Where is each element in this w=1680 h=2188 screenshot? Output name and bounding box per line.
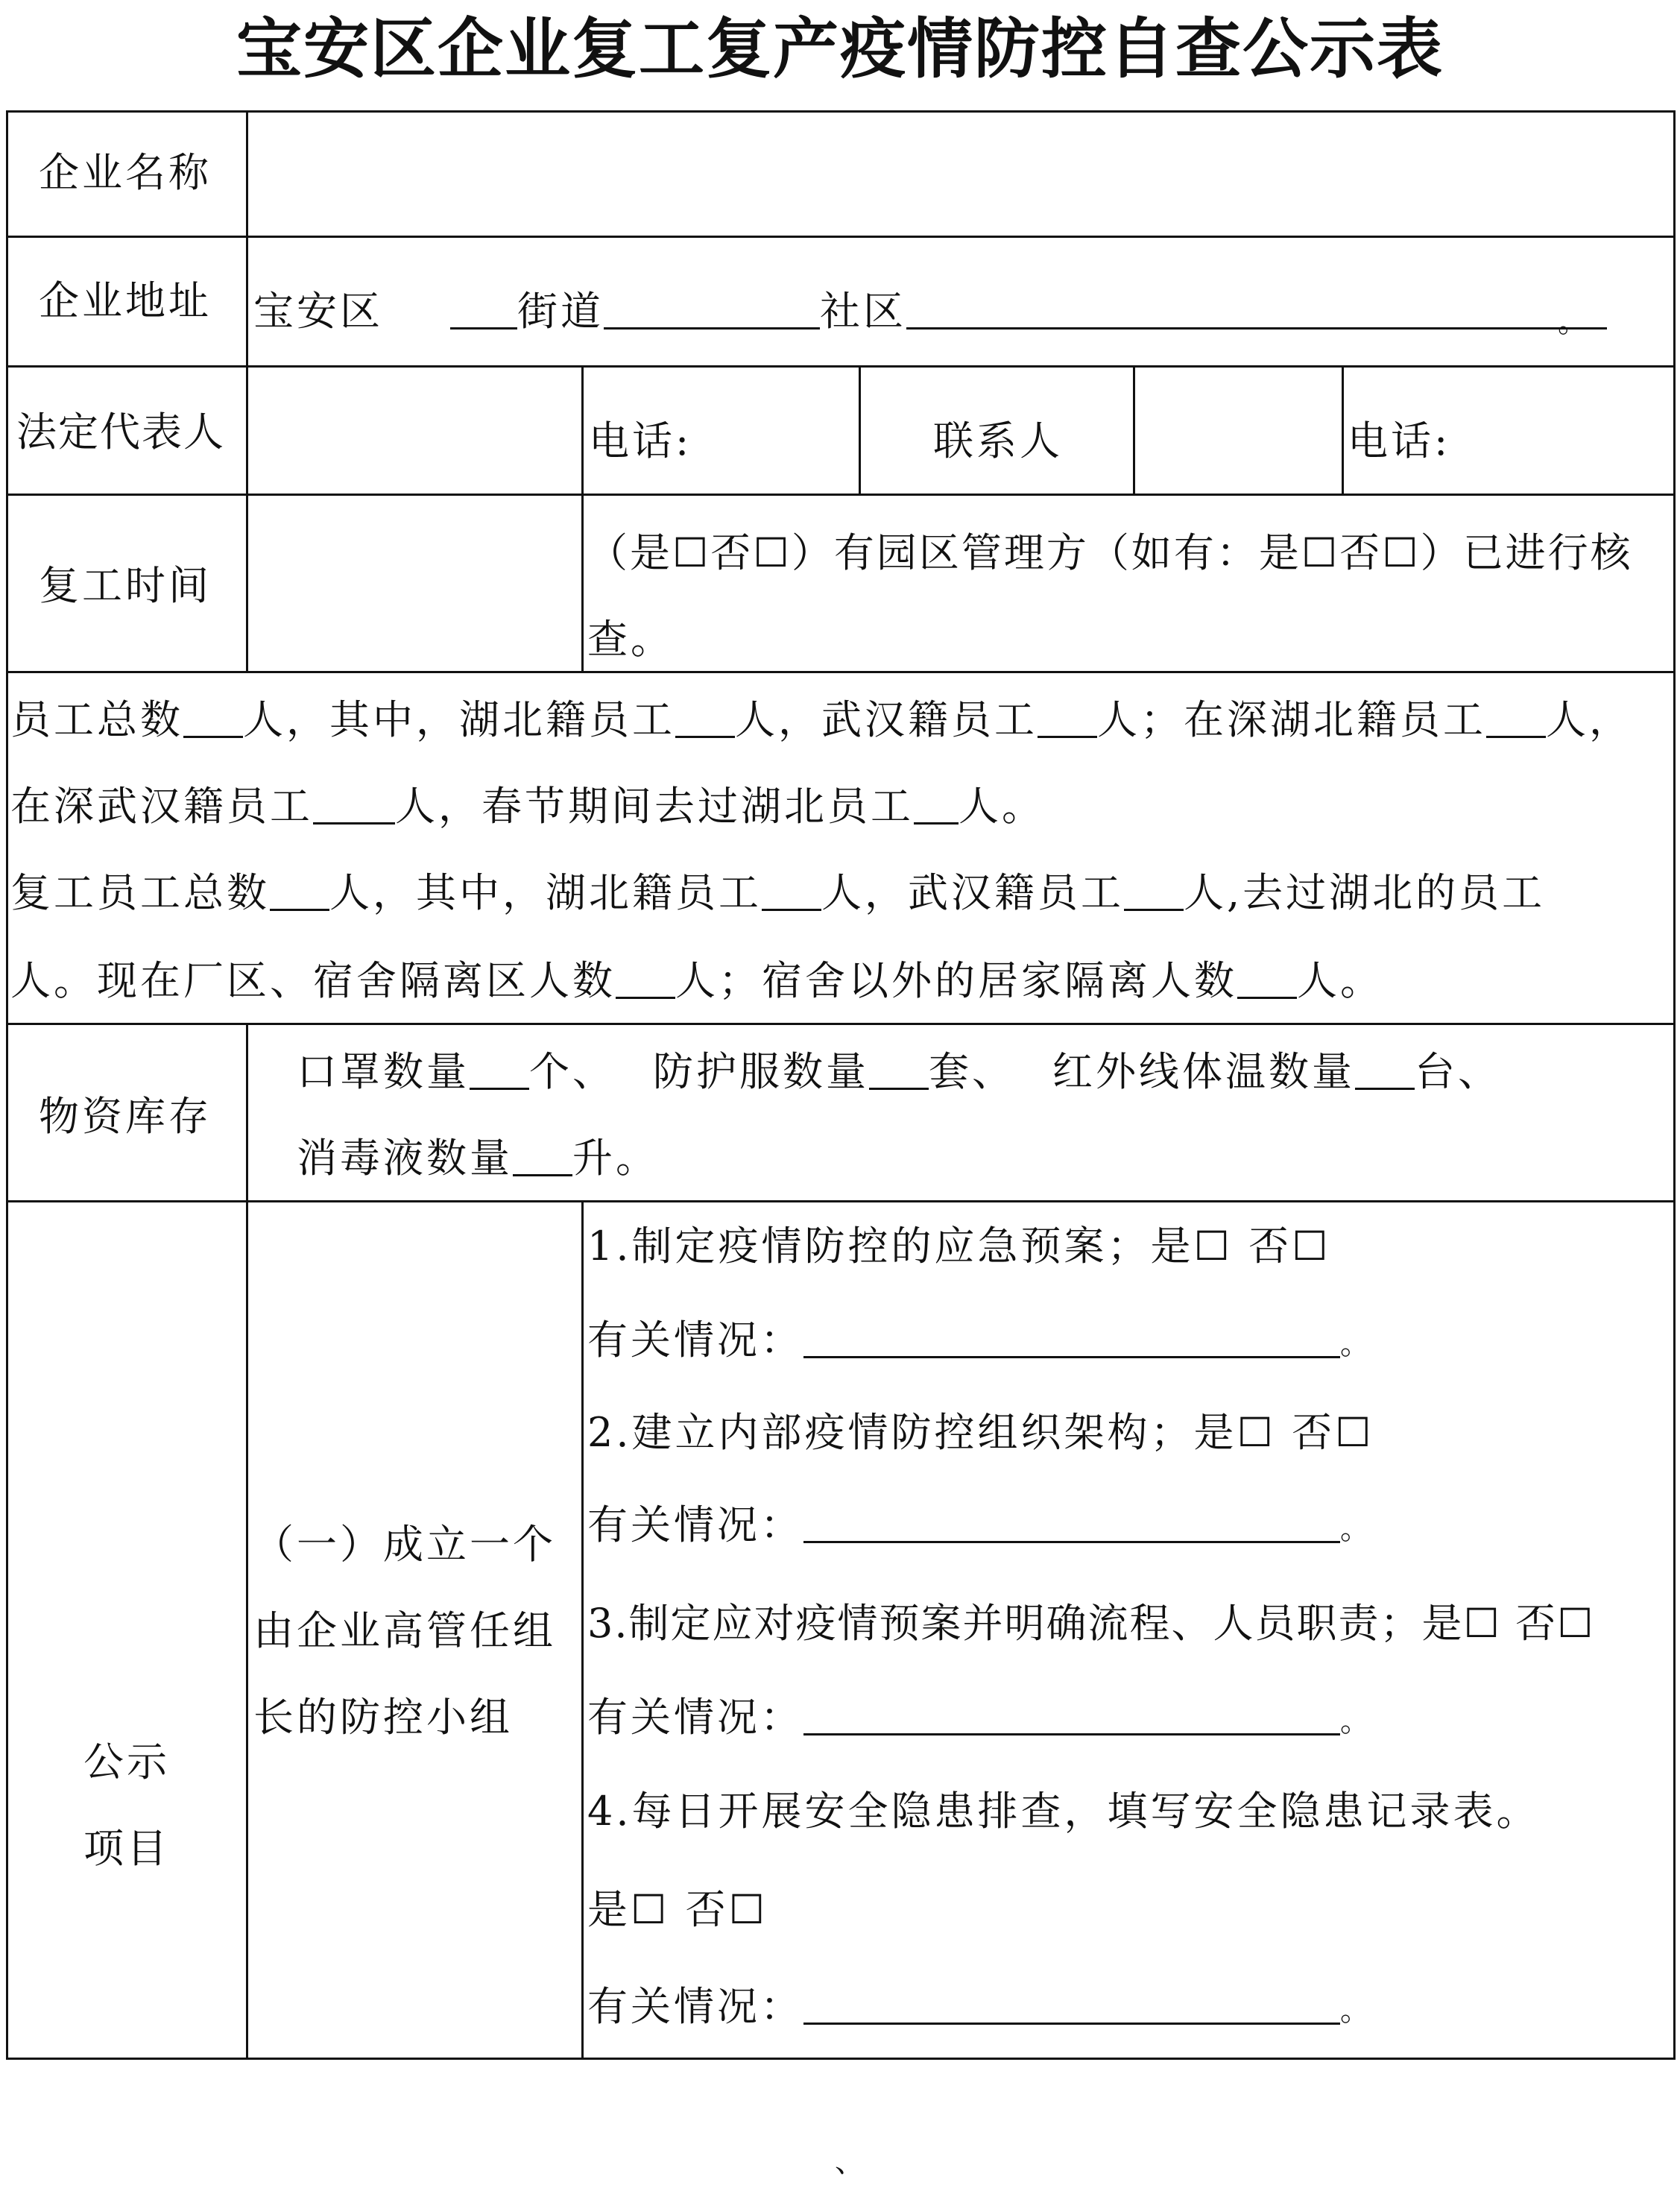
street-text: 街道 — [517, 288, 604, 335]
resumed-hubei-blank[interactable] — [762, 870, 821, 911]
supplies-label: 物资库存 — [39, 1093, 212, 1140]
wuhan-in-sz-blank[interactable] — [313, 784, 395, 825]
table-rule — [6, 494, 1676, 496]
staff-line-4: 人。现在厂区、宿舍隔离区人数 人；宿舍以外的居家隔离人数 人。 — [10, 957, 1383, 1004]
wuhan-staff-blank[interactable] — [1038, 697, 1097, 738]
item-4-details-blank[interactable] — [803, 1984, 1340, 2025]
table-rule — [6, 236, 1676, 238]
park-check-line-2: 查。 — [587, 616, 674, 663]
visited-hubei-blank[interactable] — [914, 784, 959, 825]
footer-mark: 、 — [835, 2145, 865, 2179]
table-border-bottom — [6, 2058, 1676, 2060]
resumed-total-blank[interactable] — [270, 870, 329, 911]
item-4-question: 4.每日开展安全隐患排查，填写安全隐患记录表。 — [587, 1788, 1540, 1835]
staff-line-2: 在深武汉籍员工 人，春节期间去过湖北员工 人。 — [10, 783, 1045, 830]
thermometer-count-blank[interactable] — [1355, 1049, 1415, 1090]
item-1-question[interactable]: 1.制定疫情防控的应急预案；是☐ 否☐ — [587, 1223, 1331, 1270]
street-blank[interactable] — [450, 289, 517, 330]
table-rule — [6, 1023, 1676, 1025]
supplies-line-2: 消毒液数量 升。 — [297, 1135, 659, 1182]
table-border-left — [6, 110, 8, 2060]
item-3-details: 有关情况： 。 — [587, 1694, 1373, 1741]
section-title-line-2: 由企业高管任组 — [253, 1607, 556, 1654]
disinfectant-blank[interactable] — [513, 1135, 572, 1176]
item-1-details: 有关情况： 。 — [587, 1317, 1373, 1363]
table-rule — [6, 1200, 1676, 1202]
table-rule — [246, 1023, 248, 2060]
supplies-line-1: 口罩数量 个、 防护服数量 套、 红外线体温数量 台、 — [297, 1048, 1501, 1095]
public-items-label-1: 公示 — [83, 1738, 170, 1785]
staff-line-3: 复工员工总数 人，其中，湖北籍员工 人，武汉籍员工 人,去过湖北的员工 — [10, 869, 1546, 916]
table-rule — [6, 365, 1676, 368]
item-2-question[interactable]: 2.建立内部疫情防控组织架构；是☐ 否☐ — [587, 1409, 1374, 1456]
community-text: 社区 — [820, 288, 906, 335]
table-border-right — [1673, 110, 1676, 2060]
section-title-line-1: （一）成立一个 — [253, 1521, 556, 1568]
table-rule — [1342, 365, 1344, 496]
resumed-wuhan-blank[interactable] — [1124, 870, 1184, 911]
item-1-details-blank[interactable] — [803, 1317, 1340, 1358]
item-4-details: 有关情况： 。 — [587, 1983, 1373, 2030]
resume-time-label: 复工时间 — [39, 562, 212, 609]
total-staff-blank[interactable] — [183, 697, 243, 738]
table-rule — [581, 365, 584, 673]
hubei-staff-blank[interactable] — [675, 697, 735, 738]
company-name-label: 企业名称 — [39, 149, 212, 196]
hubei-in-sz-blank[interactable] — [1486, 697, 1546, 738]
table-rule — [6, 671, 1676, 673]
staff-line-1: 员工总数 人，其中，湖北籍员工 人，武汉籍员工 人；在深湖北籍员工 人， — [10, 696, 1632, 743]
table-rule — [1133, 365, 1135, 496]
item-2-details: 有关情况： 。 — [587, 1501, 1373, 1548]
district-text: 宝安区 — [253, 288, 383, 335]
company-address-label: 企业地址 — [39, 277, 212, 324]
company-name-value[interactable] — [268, 149, 1647, 197]
park-check-line-1[interactable]: （是☐否☐）有园区管理方（如有：是☐否☐）已进行核 — [587, 529, 1633, 576]
address-period: 。 — [1558, 305, 1588, 339]
home-isolation-blank[interactable] — [1237, 958, 1297, 999]
section-title-line-3: 长的防控小组 — [253, 1694, 513, 1741]
table-border-top — [6, 110, 1676, 113]
table-rule — [246, 110, 248, 673]
legal-rep-phone-label: 电话: — [589, 417, 692, 464]
contact-phone-label: 电话: — [1348, 417, 1451, 464]
item-4-choice[interactable]: 是☐ 否☐ — [587, 1886, 768, 1933]
table-rule — [859, 365, 861, 496]
public-items-label-2: 项目 — [83, 1825, 170, 1872]
item-3-details-blank[interactable] — [803, 1694, 1340, 1735]
contact-person-label: 联系人 — [933, 417, 1063, 464]
table-rule — [581, 1200, 584, 2060]
company-address-line[interactable] — [253, 288, 1607, 339]
legal-rep-label: 法定代表人 — [16, 409, 225, 455]
community-blank[interactable] — [604, 289, 820, 330]
item-3-question[interactable]: 3.制定应对疫情预案并明确流程、人员职责；是☐ 否☐ — [587, 1600, 1595, 1647]
item-2-details-blank[interactable] — [803, 1502, 1340, 1543]
mask-count-blank[interactable] — [470, 1049, 529, 1090]
gown-count-blank[interactable] — [869, 1049, 929, 1090]
address-detail-blank[interactable] — [906, 289, 1607, 330]
dorm-isolation-blank[interactable] — [616, 958, 675, 999]
page-title: 宝安区企业复工复产疫情防控自查公示表 — [236, 10, 1444, 87]
